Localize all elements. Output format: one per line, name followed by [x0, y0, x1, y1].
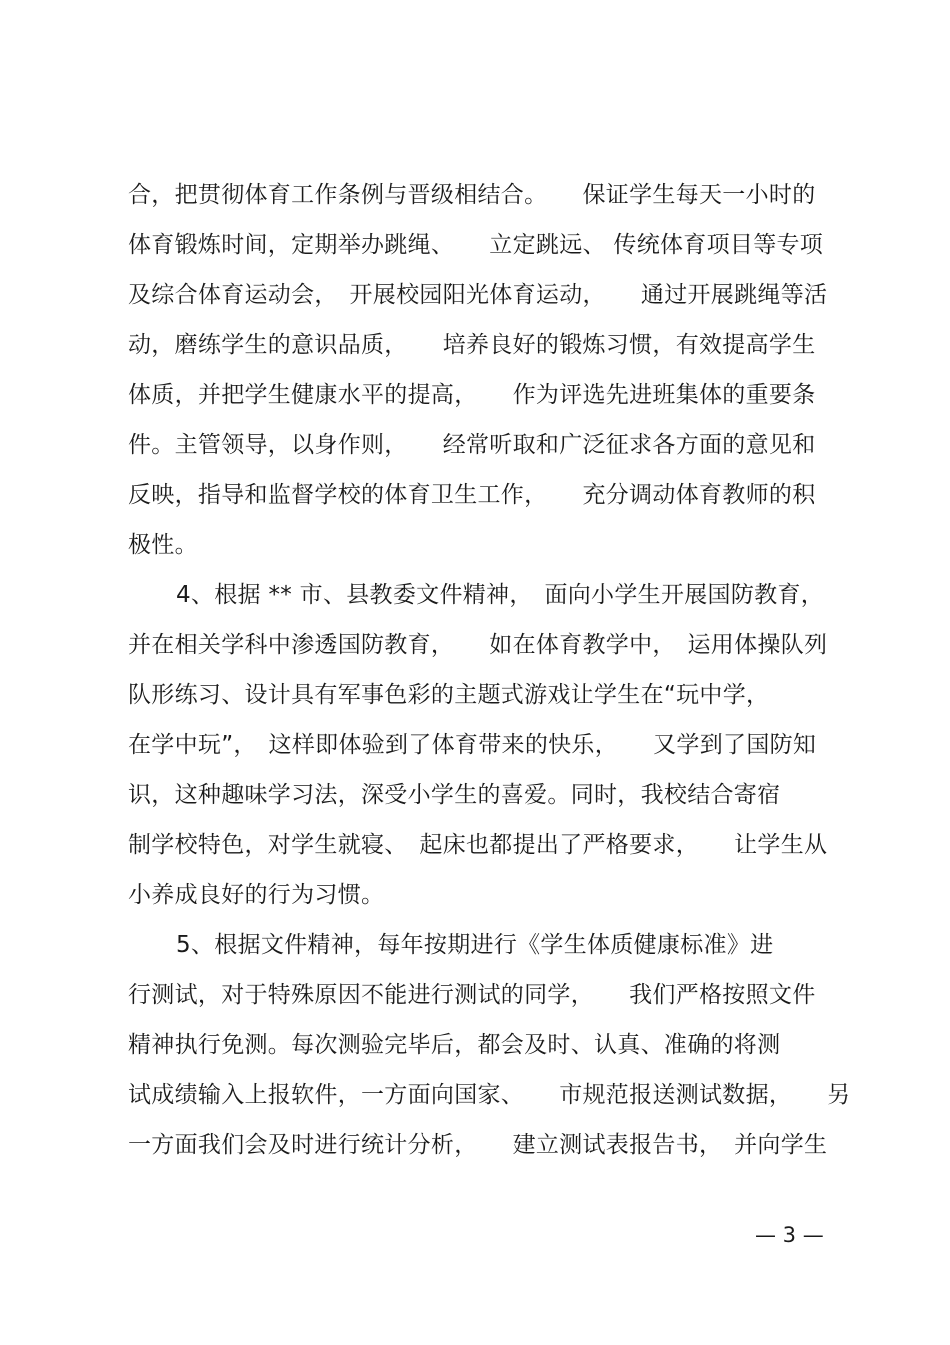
text-line: 反映，指导和监督学校的体育卫生工作， 充分调动体育教师的积 [128, 482, 816, 508]
text-line: 精神执行免测。每次测验完毕后，都会及时、认真、准确的将测 [128, 1032, 781, 1058]
text-line: 识，这种趣味学习法，深受小学生的喜爱。同时，我校结合寄宿 [128, 782, 781, 808]
text-line: 制学校特色，对学生就寝、 起床也都提出了严格要求， 让学生从 [128, 832, 828, 858]
paragraph-5-start: 5、根据文件精神，每年按期进行《学生体质健康标准》进 [176, 932, 774, 958]
text-line: 及综合体育运动会， 开展校园阳光体育运动， 通过开展跳绳等活 [128, 282, 828, 308]
text-line: 并在相关学科中渗透国防教育， 如在体育教学中， 运用体操队列 [128, 632, 828, 658]
text-line: 行测试，对于特殊原因不能进行测试的同学， 我们严格按照文件 [128, 982, 816, 1008]
text-line: 合，把贯彻体育工作条例与晋级相结合。 保证学生每天一小时的 [128, 182, 816, 208]
text-line: 一方面我们会及时进行统计分析， 建立测试表报告书， 并向学生 [128, 1132, 828, 1158]
text-line: 队形练习、设计具有军事色彩的主题式游戏让学生在“玩中学， [128, 682, 770, 708]
text-line: 极性。 [128, 532, 198, 558]
text-line: 小养成良好的行为习惯。 [128, 882, 385, 908]
text-line: 动，磨练学生的意识品质， 培养良好的锻炼习惯，有效提高学生 [128, 332, 816, 358]
text-line: 体育锻炼时间，定期举办跳绳、 立定跳远、 传统体育项目等专项 [128, 232, 824, 258]
paragraph-4-start: 4、根据 ** 市、县教委文件精神， 面向小学生开展国防教育， [176, 582, 825, 608]
text-line: 在学中玩”， 这样即体验到了体育带来的快乐， 又学到了国防知 [128, 732, 817, 758]
text-line: 体质，并把学生健康水平的提高， 作为评选先进班集体的重要条 [128, 382, 816, 408]
text-line: 试成绩输入上报软件，一方面向国家、 市规范报送测试数据， 另 [128, 1082, 851, 1108]
text-line: 件。主管领导，以身作则， 经常听取和广泛征求各方面的意见和 [128, 432, 816, 458]
page-number: — 3 — [755, 1223, 824, 1247]
